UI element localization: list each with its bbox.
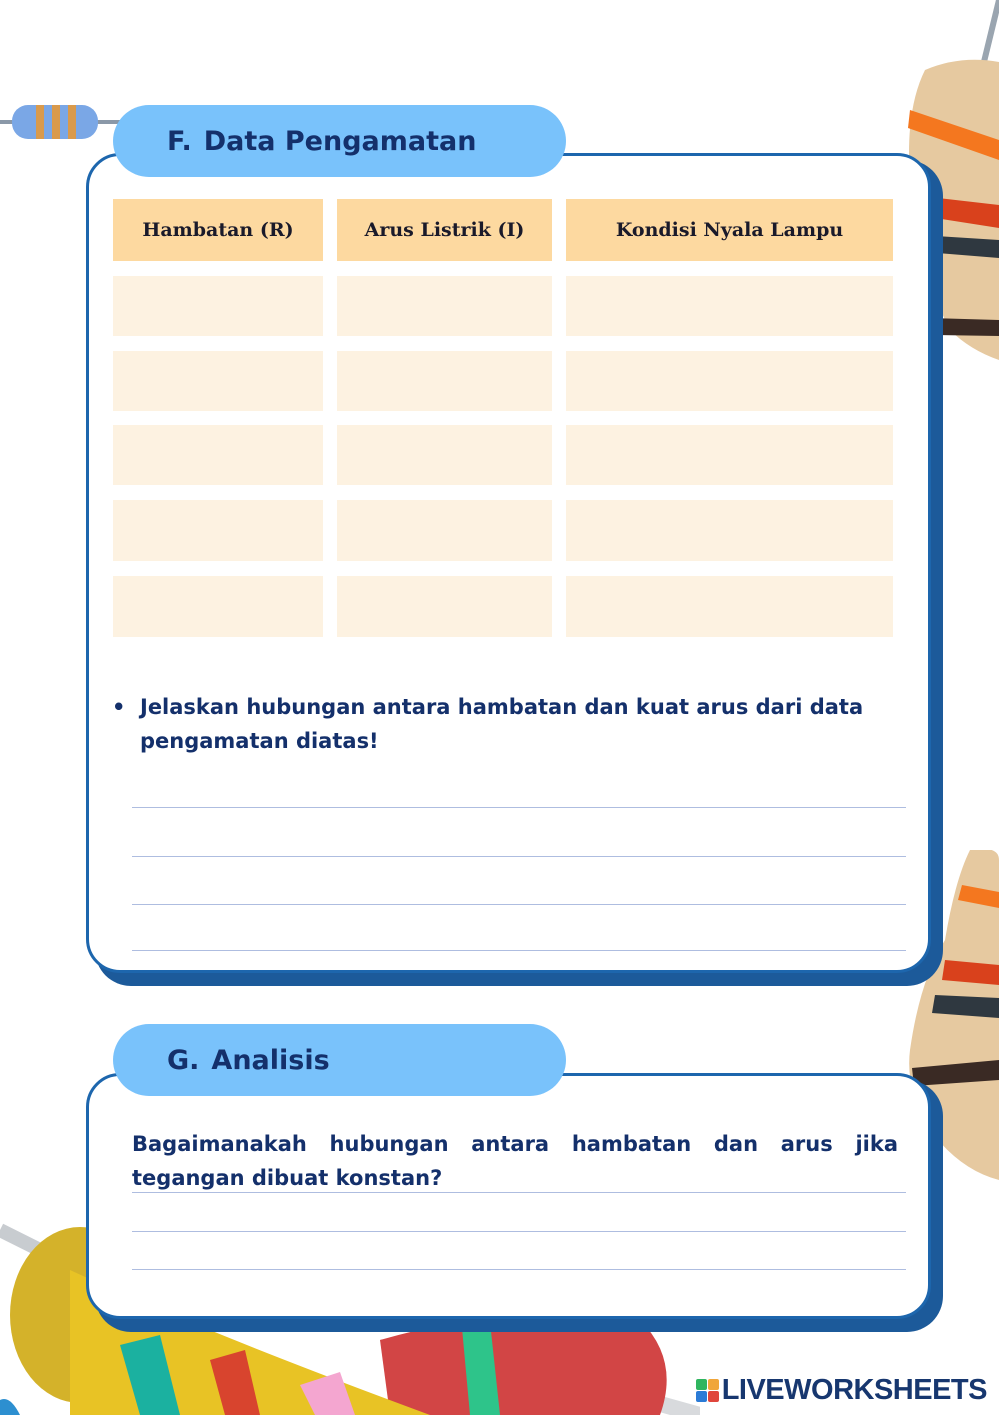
table-cell-r2-kondisi[interactable]	[566, 351, 893, 411]
table-cell-r5-arus[interactable]	[337, 576, 552, 637]
answer-line-g-1[interactable]	[132, 1192, 906, 1193]
section-f-question-text: Jelaskan hubungan antara hambatan dan kuat arus dari data pengamatan diatas!	[140, 695, 864, 753]
answer-line-f-3[interactable]	[132, 904, 906, 905]
section-g-question: Bagaimanakah hubungan antara hambatan dan arus jika tegangan dibuat konstan?	[132, 1132, 898, 1190]
section-g-header	[113, 1024, 566, 1096]
table-cell-r1-kondisi[interactable]	[566, 276, 893, 336]
section-g-letter: G.	[167, 1044, 200, 1076]
table-header-hambatan: Hambatan (R)	[113, 199, 323, 261]
liveworksheets-brand[interactable]	[696, 1374, 987, 1407]
table-header-arus: Arus Listrik (I)	[337, 199, 552, 261]
section-f-title: Data Pengamatan	[203, 125, 477, 157]
section-f-question	[112, 690, 902, 758]
liveworksheets-logo-icon	[696, 1379, 719, 1402]
table-cell-r2-hambatan[interactable]	[113, 351, 323, 411]
bullet-dot: •	[112, 695, 126, 719]
table-cell-r4-arus[interactable]	[337, 500, 552, 561]
section-g-card	[86, 1073, 931, 1319]
table-cell-r5-hambatan[interactable]	[113, 576, 323, 637]
table-cell-r5-kondisi[interactable]	[566, 576, 893, 637]
brand-name: LIVEWORKSHEETS	[721, 1374, 987, 1406]
table-cell-r1-arus[interactable]	[337, 276, 552, 336]
section-f-header	[113, 105, 566, 177]
table-cell-r3-arus[interactable]	[337, 425, 552, 485]
answer-line-f-4[interactable]	[132, 950, 906, 951]
answer-line-g-2[interactable]	[132, 1231, 906, 1232]
answer-line-f-1[interactable]	[132, 807, 906, 808]
table-header-kondisi: Kondisi Nyala Lampu	[566, 199, 893, 261]
section-f-letter: F.	[167, 125, 192, 157]
table-cell-r4-kondisi[interactable]	[566, 500, 893, 561]
table-cell-r1-hambatan[interactable]	[113, 276, 323, 336]
table-cell-r4-hambatan[interactable]	[113, 500, 323, 561]
table-cell-r2-arus[interactable]	[337, 351, 552, 411]
section-g-title: Analisis	[211, 1044, 330, 1076]
answer-line-g-3[interactable]	[132, 1269, 906, 1270]
answer-line-f-2[interactable]	[132, 856, 906, 857]
table-cell-r3-kondisi[interactable]	[566, 425, 893, 485]
table-cell-r3-hambatan[interactable]	[113, 425, 323, 485]
